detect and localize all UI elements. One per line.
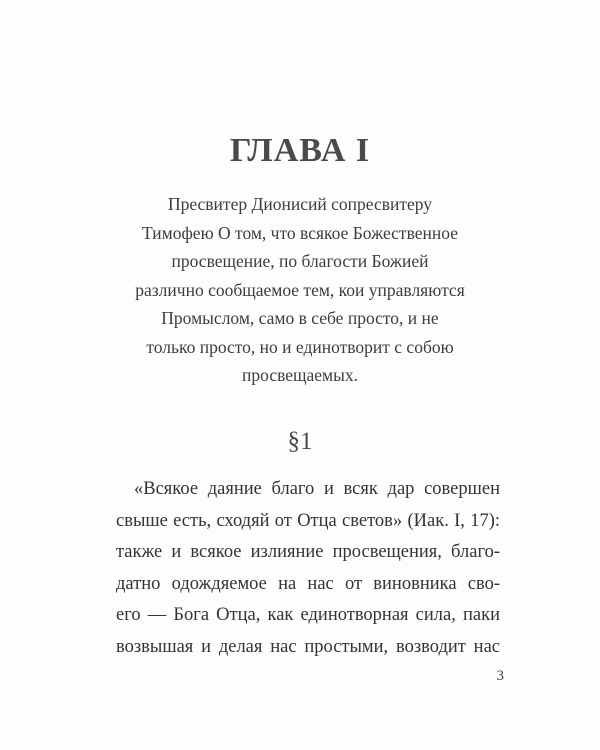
chapter-title: ГЛАВА I bbox=[229, 132, 371, 169]
paragraph-line: датно одождяемое на нас от виновника сво- bbox=[116, 573, 500, 594]
paragraph-line: также и всякое излияние просвещения, благо- bbox=[116, 542, 500, 562]
summary-line: только просто, но и единотворит с собою bbox=[146, 336, 454, 357]
summary-line: Тимофею О том, что всякое Божественное bbox=[142, 222, 458, 243]
summary-line: просвещаемых. bbox=[242, 365, 358, 385]
paragraph-line: «Всякое даяние благо и всяк дар совершен bbox=[134, 479, 500, 499]
summary-line: просвещение, по благости Божией bbox=[171, 251, 429, 271]
chapter-summary bbox=[110, 190, 490, 390]
summary-line: Промыслом, само в себе просто, и не bbox=[161, 308, 439, 328]
paragraph-line: возвышая и делая нас простыми, возводит нас bbox=[116, 636, 500, 657]
section-heading: §1 bbox=[287, 428, 313, 455]
summary-line: различно сообщаемое тем, кои управляются bbox=[135, 279, 465, 300]
paragraph-line: его — Бога Отца, как единотворная сила, паки bbox=[116, 605, 500, 625]
body-paragraph bbox=[116, 474, 500, 663]
paragraph-line: свыше есть, сходяй от Отца светов» (Иак. I, 17): bbox=[116, 510, 500, 531]
page-number: 3 bbox=[496, 668, 504, 684]
summary-line: Пресвитер Дионисий сопресвитеру bbox=[167, 194, 433, 214]
